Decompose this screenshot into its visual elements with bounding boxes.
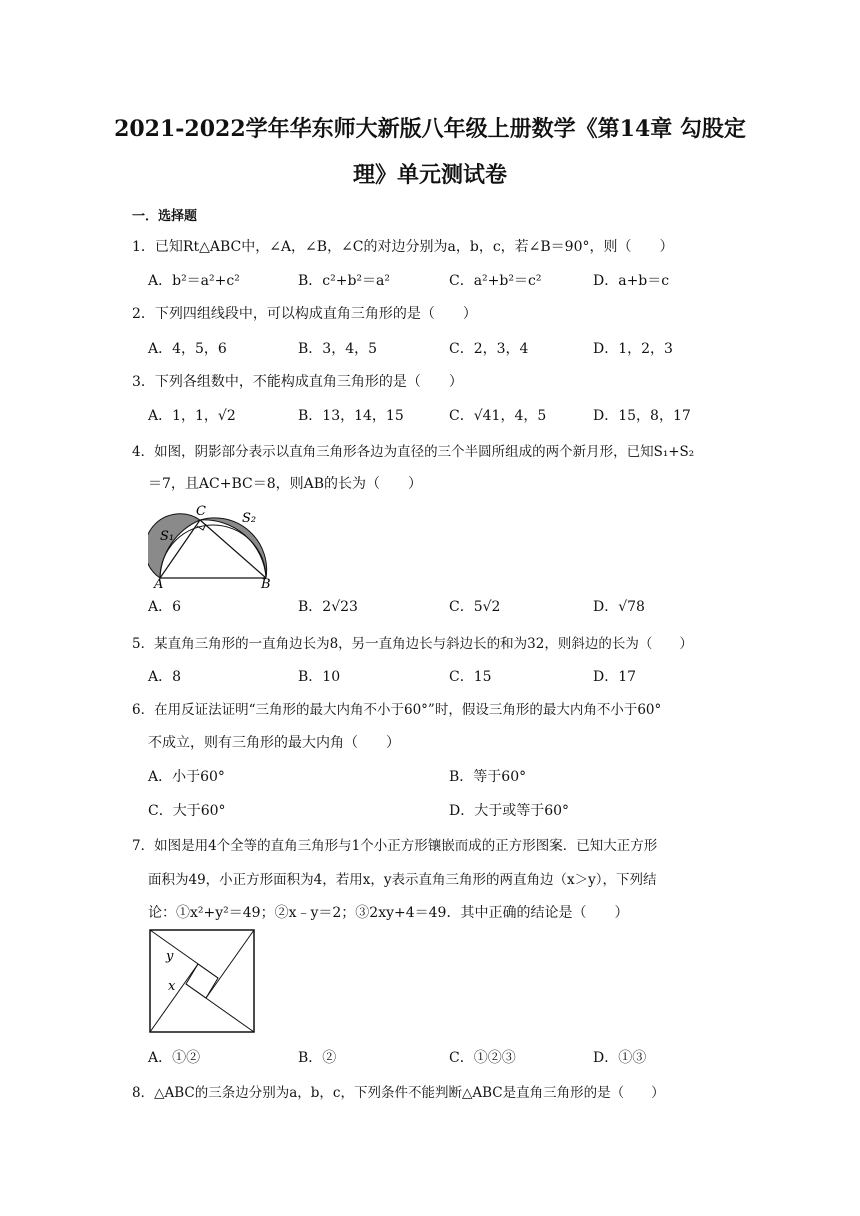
question-4-line1: 4．如图，阴影部分表示以直角三角形各边为直径的三个半圆所组成的两个新月形，已知S₁+S₂ xyxy=(132,444,695,460)
question-3: 3．下列各组数中，不能构成直角三角形的是（ ） xyxy=(132,374,463,390)
q1-option-b[interactable]: B．c²+b²＝a² xyxy=(298,273,391,289)
q2-option-a[interactable]: A．4，5，6 xyxy=(148,341,227,357)
q1-option-d[interactable]: D．a+b＝c xyxy=(593,273,670,289)
q4-option-a[interactable]: A．6 xyxy=(148,599,182,615)
fig-label-s1: S₁ xyxy=(160,529,175,544)
question-1: 1．已知Rt△ABC中，∠A，∠B，∠C的对边分别为a，b，c，若∠B＝90°，则（ ） xyxy=(132,239,674,255)
question-6-line1: 6．在用反证法证明“三角形的最大内角不小于60°”时，假设三角形的最大内角不小于60° xyxy=(132,702,662,718)
pinwheel-square-figure xyxy=(148,928,256,1034)
q3-option-a[interactable]: A．1，1，√2 xyxy=(148,408,236,424)
q6-option-c[interactable]: C．大于60° xyxy=(148,803,226,819)
question-7-line2: 面积为49，小正方形面积为4，若用x，y表示直角三角形的两直角边（x＞y），下列结 xyxy=(148,872,657,888)
page-title-line1: 2021-2022学年华东师大新版八年级上册数学《第14章 勾股定 xyxy=(114,116,746,142)
q5-option-b[interactable]: B．10 xyxy=(298,669,341,685)
q7-option-b[interactable]: B．② xyxy=(298,1050,337,1066)
question-4-line2: ＝7，且AC+BC＝8，则AB的长为（ ） xyxy=(148,476,423,492)
fig-label-s2: S₂ xyxy=(242,511,257,526)
question-5: 5．某直角三角形的一直角边长为8，另一直角边长与斜边长的和为32，则斜边的长为（ ） xyxy=(132,636,693,652)
question-8: 8．△ABC的三条边分别为a，b，c，下列条件不能判断△ABC是直角三角形的是（ ） xyxy=(132,1085,665,1101)
q3-option-b[interactable]: B．13，14，15 xyxy=(298,408,404,424)
q7-option-a[interactable]: A．①② xyxy=(148,1050,201,1066)
section-heading: 一．选择题 xyxy=(132,209,198,224)
fig-label-y: y xyxy=(166,949,174,964)
question-7-line3: 论：①x²+y²＝49；②x﹣y＝2；③2xy+4＝49．其中正确的结论是（ ） xyxy=(148,905,629,921)
q1-option-c[interactable]: C．a²+b²＝c² xyxy=(449,273,542,289)
q6-option-a[interactable]: A．小于60° xyxy=(148,769,225,785)
fig-label-x: x xyxy=(168,979,176,994)
fig-label-c: C xyxy=(196,504,206,519)
q4-option-d[interactable]: D．√78 xyxy=(593,599,645,615)
q2-option-b[interactable]: B．3，4，5 xyxy=(298,341,378,357)
q2-option-d[interactable]: D．1，2，3 xyxy=(593,341,673,357)
q4-option-b[interactable]: B．2√23 xyxy=(298,599,358,615)
question-2: 2．下列四组线段中，可以构成直角三角形的是（ ） xyxy=(132,306,477,322)
fig-label-b: B xyxy=(261,577,271,588)
q1-option-a[interactable]: A．b²＝a²+c² xyxy=(148,273,240,289)
page-title-line2: 理》单元测试卷 xyxy=(352,162,507,188)
q6-option-d[interactable]: D．大于或等于60° xyxy=(449,803,570,819)
crescent-figure xyxy=(148,500,288,588)
question-7-line1: 7．如图是用4个全等的直角三角形与1个小正方形镶嵌而成的正方形图案．已知大正方形 xyxy=(132,838,658,854)
q5-option-c[interactable]: C．15 xyxy=(449,669,492,685)
q3-option-c[interactable]: C．√41，4，5 xyxy=(449,408,547,424)
q5-option-a[interactable]: A．8 xyxy=(148,669,182,685)
q6-option-b[interactable]: B．等于60° xyxy=(449,769,527,785)
q7-option-d[interactable]: D．①③ xyxy=(593,1050,647,1066)
q4-option-c[interactable]: C．5√2 xyxy=(449,599,501,615)
q2-option-c[interactable]: C．2，3，4 xyxy=(449,341,529,357)
fig-label-a: A xyxy=(154,577,164,588)
q5-option-d[interactable]: D．17 xyxy=(593,669,637,685)
q3-option-d[interactable]: D．15，8，17 xyxy=(593,408,691,424)
q7-option-c[interactable]: C．①②③ xyxy=(449,1050,516,1066)
question-6-line2: 不成立，则有三角形的最大内角（ ） xyxy=(148,735,400,751)
